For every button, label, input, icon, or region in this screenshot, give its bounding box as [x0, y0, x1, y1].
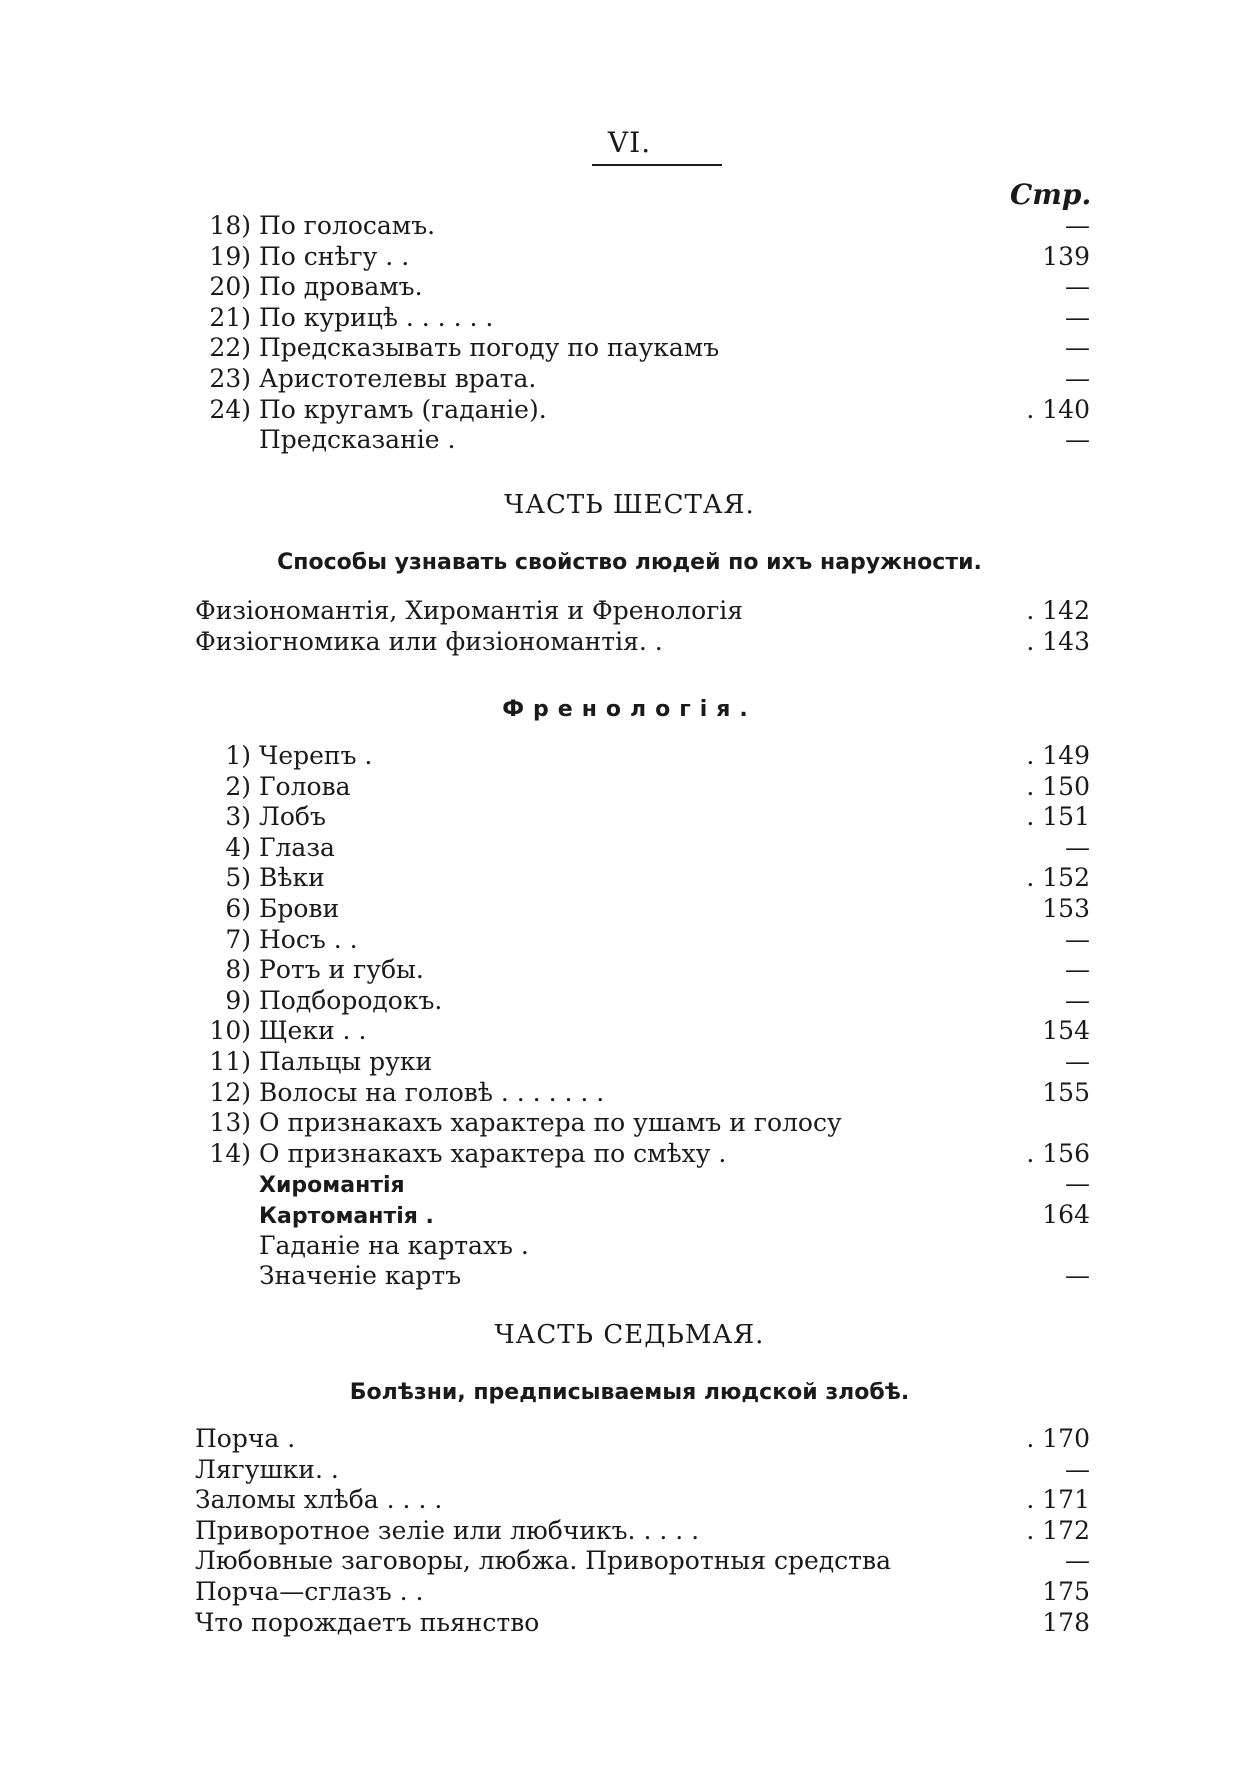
toc-entry-page: . 142 [1026, 596, 1090, 625]
toc-entry-title: Черепъ . [259, 741, 373, 770]
toc-entry-page: — [1065, 924, 1090, 954]
toc-entry-page: — [1065, 1546, 1090, 1576]
page-number: VI. [607, 126, 652, 159]
toc-entry-page: — [1065, 211, 1090, 240]
toc-entry [195, 242, 1090, 273]
toc-entry-title: О признакахъ характера по ушамъ и голосу [259, 1108, 842, 1138]
toc-entry-title: Порча . [195, 1424, 296, 1453]
toc-entry-page: . 149 [1026, 741, 1090, 770]
toc-entry [195, 1261, 1090, 1292]
phrenology-title: Френологія. [502, 697, 757, 722]
toc-entry-page: 178 [1042, 1607, 1090, 1637]
toc-entry-number: 21) [209, 302, 251, 332]
toc-entry-title: Лягушки. . [195, 1454, 339, 1484]
toc-entry-number: 12) [209, 1077, 251, 1107]
toc-entry [195, 1485, 1090, 1516]
toc-entry [195, 1424, 1090, 1455]
toc-entry [195, 1108, 1090, 1139]
toc-entry [195, 802, 1090, 833]
toc-entry-page: . 156 [1026, 1138, 1090, 1168]
toc-entry-title: Ротъ и губы. [259, 955, 424, 985]
toc-entry-title: Глаза [259, 832, 335, 862]
toc-entry-number: 19) [209, 241, 251, 271]
toc-entry-number: 13) [209, 1108, 251, 1138]
toc-entry-title: О признакахъ характера по смѣху . [259, 1138, 727, 1168]
toc-entry [195, 1231, 1090, 1262]
toc-entry [195, 833, 1090, 864]
toc-entry-page: 175 [1042, 1576, 1090, 1606]
page-column-label: Стр. [1010, 178, 1092, 211]
toc-entry-title: Подбородокъ. [259, 985, 443, 1015]
toc-entry-title: Волосы на головѣ . . . . . . . [259, 1077, 605, 1107]
toc-entry-title: По снѣгу . . [259, 241, 410, 271]
toc-entry-number: 9) [225, 985, 251, 1015]
section-five-tail-list [195, 211, 1090, 456]
toc-entry-page: . 150 [1026, 771, 1090, 801]
toc-entry-title: Вѣки [259, 863, 325, 893]
toc-entry [195, 1516, 1090, 1547]
toc-entry-title: По кругамъ (гаданіе). [259, 394, 547, 424]
toc-entry-page: — [1065, 1046, 1090, 1076]
toc-entry [195, 627, 1090, 658]
toc-entry-page: . 152 [1026, 863, 1090, 893]
toc-entry-title: Голова [259, 771, 351, 801]
toc-entry [195, 211, 1090, 242]
part-seven-subtitle: Болѣзни, предписываемыя людской злобѣ. [349, 1380, 910, 1405]
toc-entry [195, 272, 1090, 303]
toc-entry-number: 22) [209, 333, 251, 363]
toc-entry-title: Физіогномика или физіономантія. . [195, 626, 663, 656]
toc-entry-title: Что порождаетъ пьянство [195, 1607, 540, 1637]
toc-entry-title: Предсказаніе . [259, 425, 456, 455]
toc-entry [195, 1139, 1090, 1170]
toc-entry-page: 153 [1042, 893, 1090, 923]
toc-entry-page: . 170 [1026, 1424, 1090, 1453]
toc-entry-number: 14) [209, 1138, 251, 1168]
toc-entry-title: Предсказывать погоду по паукамъ [259, 333, 720, 363]
toc-entry-number: 10) [209, 1016, 251, 1046]
toc-entry [195, 1047, 1090, 1078]
toc-entry [195, 1455, 1090, 1486]
toc-entry [195, 303, 1090, 334]
toc-entry-page: — [1065, 985, 1090, 1015]
toc-entry-page: — [1065, 302, 1090, 332]
toc-entry-page: — [1065, 272, 1090, 302]
part-seven-title: ЧАСТЬ СЕДЬМАЯ. [494, 1320, 765, 1350]
toc-entry [195, 1577, 1090, 1608]
toc-entry-title: Носъ . . [259, 924, 358, 954]
toc-entry-page: 139 [1042, 241, 1090, 271]
toc-entry [195, 1016, 1090, 1047]
toc-entry-number: 4) [225, 832, 251, 862]
toc-entry-number: 3) [225, 802, 251, 832]
toc-entry-page: . 140 [1026, 394, 1090, 424]
toc-entry-title: Щеки . . [259, 1016, 367, 1046]
part-six-intro-list [195, 596, 1090, 657]
toc-entry-number: 1) [225, 741, 251, 770]
toc-entry [195, 395, 1090, 426]
toc-entry-title: По голосамъ. [259, 211, 436, 240]
toc-entry-number: 7) [225, 924, 251, 954]
toc-entry [195, 1200, 1090, 1231]
toc-entry-number: 11) [209, 1046, 251, 1076]
toc-entry-title: По курицѣ . . . . . . [259, 302, 494, 332]
toc-entry-title: Картомантія . [259, 1203, 434, 1229]
toc-entry-title: Приворотное зеліе или любчикъ. . . . . [195, 1515, 700, 1545]
toc-entry [195, 364, 1090, 395]
toc-entry-number: 5) [225, 863, 251, 893]
toc-entry-title: Лобъ [259, 802, 326, 832]
toc-entry-page: — [1065, 363, 1090, 393]
toc-entry-number: 18) [209, 211, 251, 240]
toc-entry-title: Пальцы руки [259, 1046, 433, 1076]
toc-entry-title: Брови [259, 893, 340, 923]
toc-entry-number: 24) [209, 394, 251, 424]
toc-entry [195, 894, 1090, 925]
toc-entry-page: 164 [1042, 1199, 1090, 1229]
toc-entry-number: 6) [225, 893, 251, 923]
toc-entry-title: Порча—сглазъ . . [195, 1576, 424, 1606]
toc-entry-page: — [1065, 832, 1090, 862]
toc-entry-number: 8) [225, 955, 251, 985]
toc-entry [195, 1608, 1090, 1639]
part-seven-list [195, 1424, 1090, 1638]
toc-entry-page: — [1065, 955, 1090, 985]
toc-entry-page: 154 [1042, 1016, 1090, 1046]
toc-entry-title: Гаданіе на картахъ . [259, 1230, 529, 1260]
toc-entry-page: — [1065, 333, 1090, 363]
toc-entry [195, 1546, 1090, 1577]
part-six-title: ЧАСТЬ ШЕСТАЯ. [504, 490, 755, 520]
toc-entry-number: 2) [225, 771, 251, 801]
toc-entry-page: . 171 [1026, 1485, 1090, 1515]
toc-entry-page: — [1065, 1454, 1090, 1484]
toc-entry-title: По дровамъ. [259, 272, 423, 302]
toc-entry [195, 425, 1090, 456]
toc-entry [195, 955, 1090, 986]
toc-entry-page: — [1065, 1169, 1090, 1199]
part-six-subtitle: Способы узнавать свойство людей по ихъ наружности. [277, 550, 982, 575]
toc-entry [195, 863, 1090, 894]
toc-entry-page: . 151 [1026, 802, 1090, 832]
toc-entry-page: 155 [1042, 1077, 1090, 1107]
toc-entry [195, 772, 1090, 803]
toc-entry-title: Физіономантія, Хиромантія и Френологія [195, 596, 744, 625]
toc-entry-page: — [1065, 1261, 1090, 1291]
toc-entry [195, 596, 1090, 627]
toc-entry-page: . 172 [1026, 1515, 1090, 1545]
toc-entry-title: Заломы хлѣба . . . . [195, 1485, 443, 1515]
toc-entry-title: Хиромантія [259, 1173, 405, 1199]
toc-entry-number: 20) [209, 272, 251, 302]
toc-entry-title: Значеніе картъ [259, 1261, 462, 1291]
toc-entry-number: 23) [209, 363, 251, 393]
toc-entry [195, 333, 1090, 364]
toc-entry-title: Любовные заговоры, любжа. Приворотныя средства [195, 1546, 891, 1576]
toc-entry [195, 1169, 1090, 1200]
phrenology-list [195, 741, 1090, 1292]
toc-entry [195, 986, 1090, 1017]
toc-entry-title: Аристотелевы врата. [259, 363, 537, 393]
toc-entry-page: — [1065, 425, 1090, 455]
header-rule [592, 164, 722, 166]
toc-entry [195, 1078, 1090, 1109]
toc-entry [195, 925, 1090, 956]
toc-entry-page: . 143 [1026, 626, 1090, 656]
toc-entry [195, 741, 1090, 772]
